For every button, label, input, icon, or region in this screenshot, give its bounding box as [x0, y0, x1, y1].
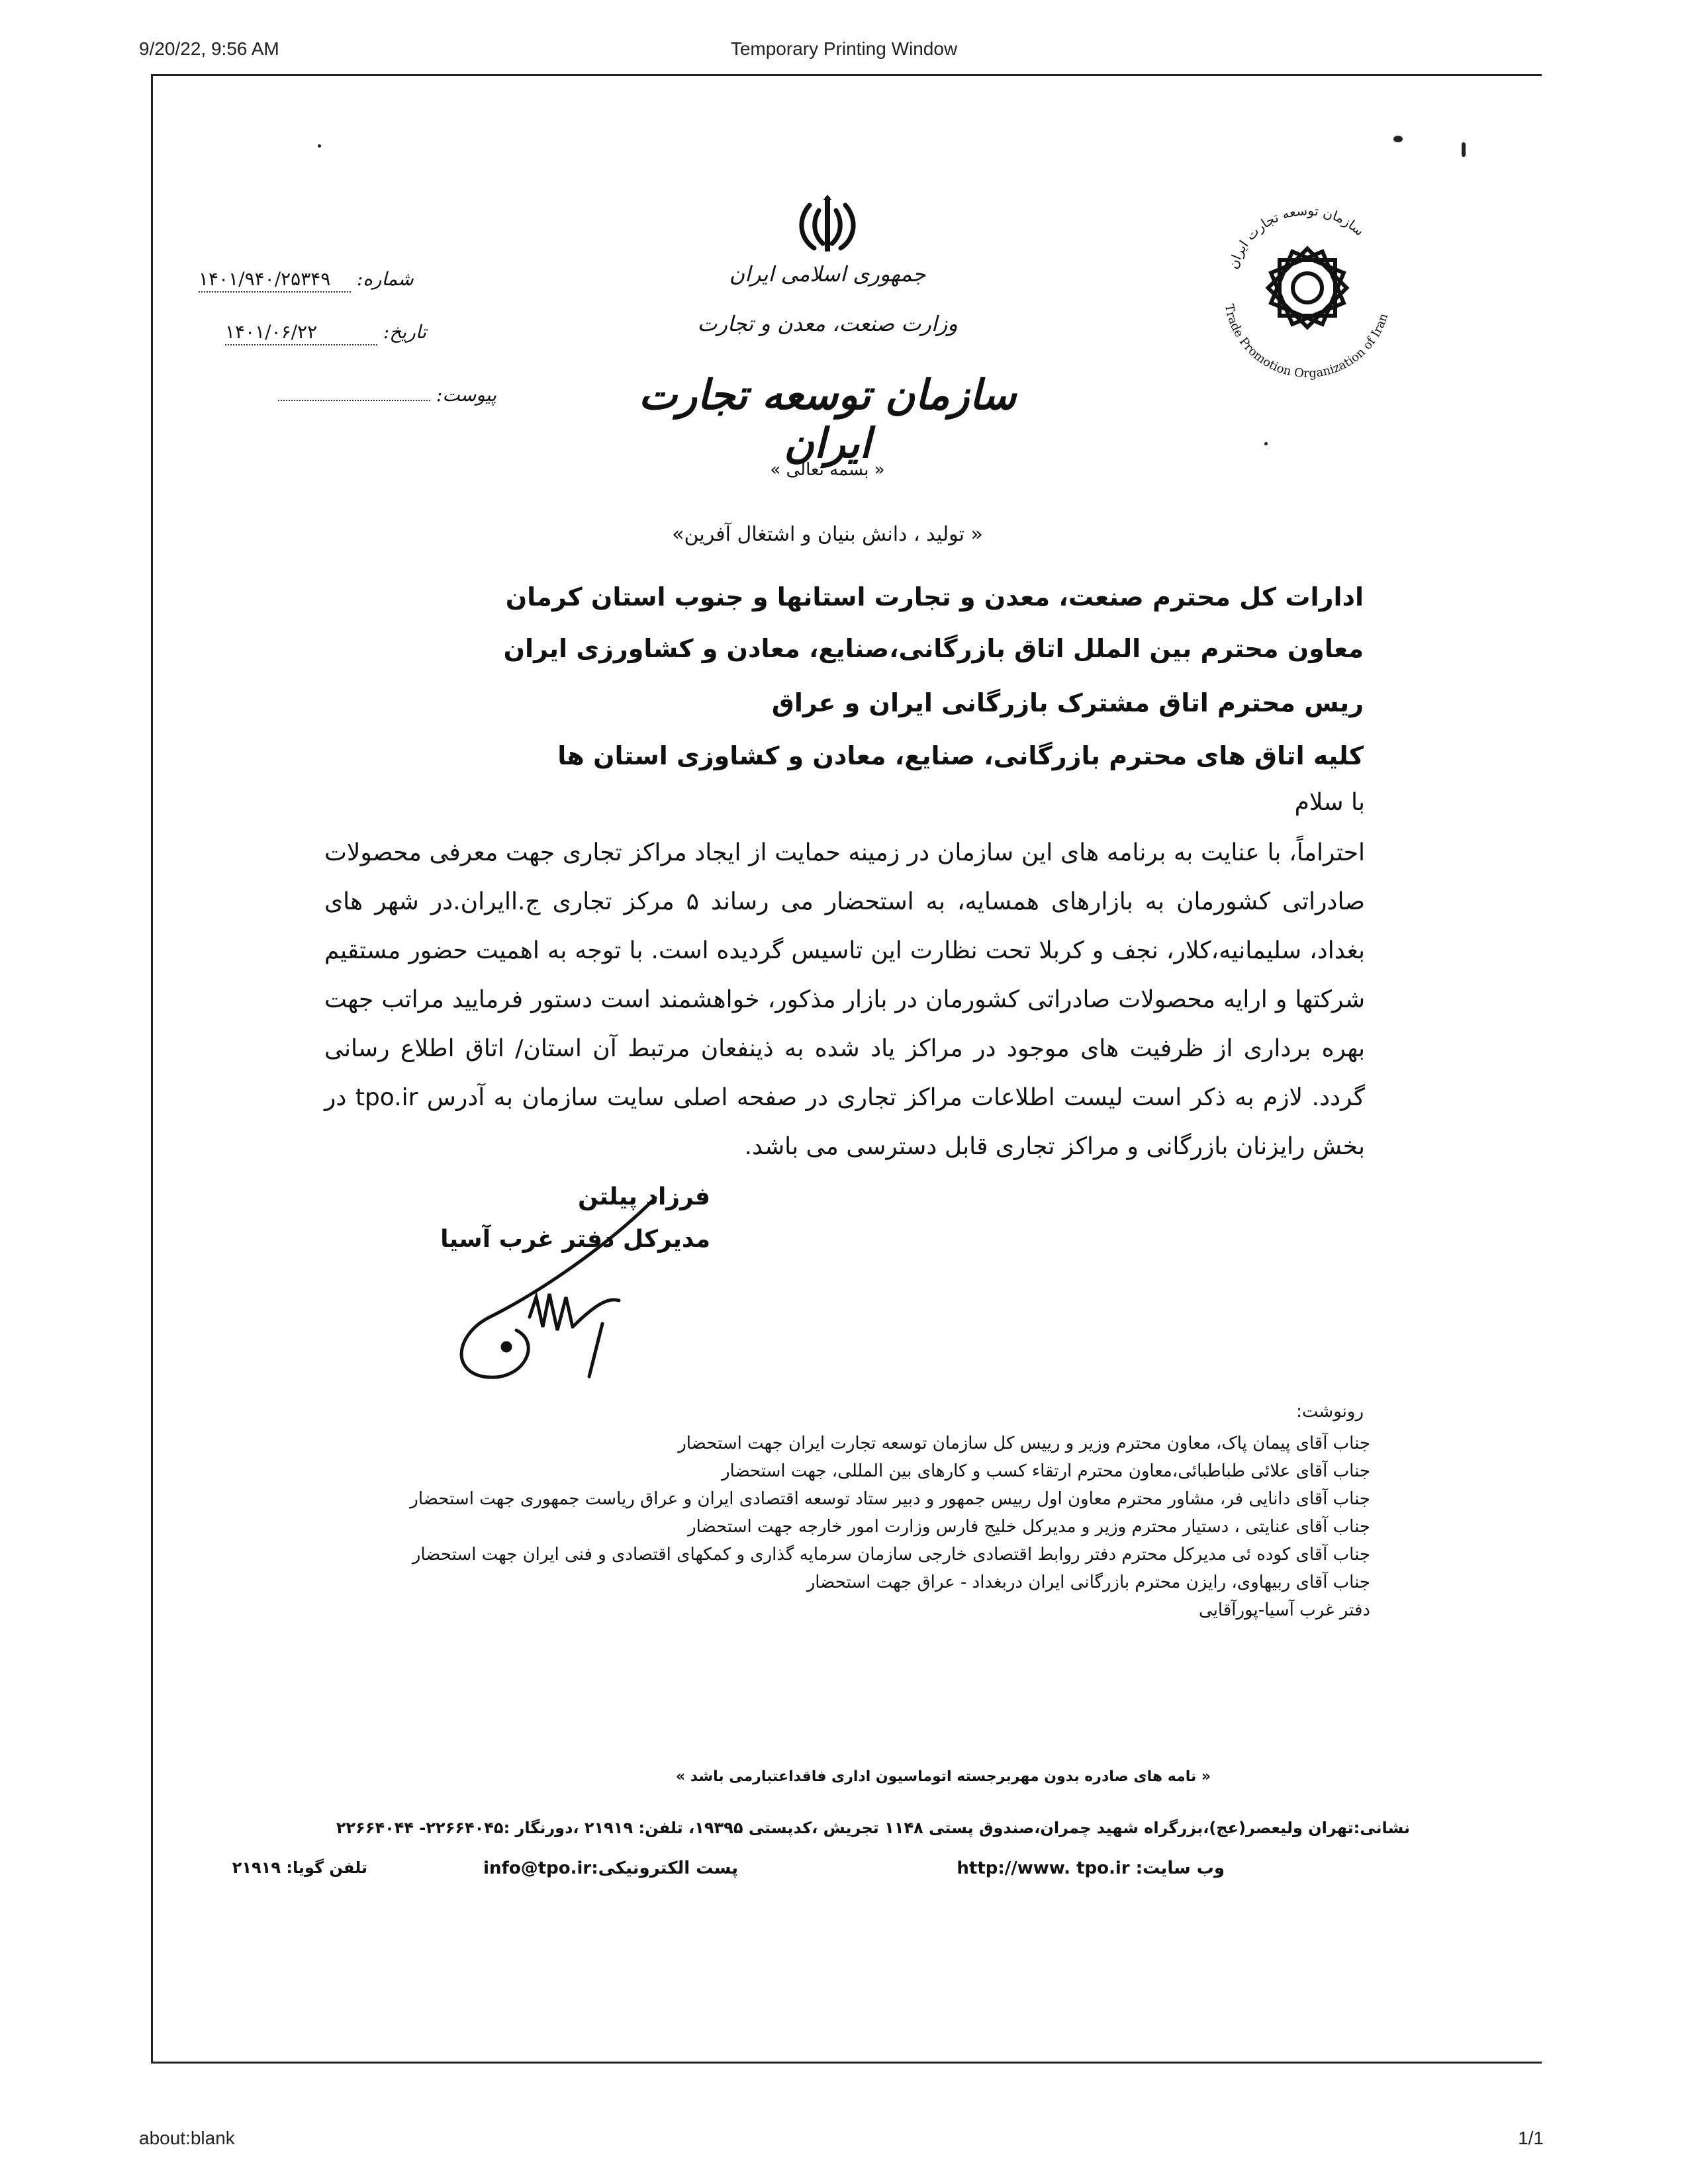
- tpo-logo-icon: [1198, 189, 1417, 381]
- recipient-line: ریس محترم اتاق مشترک بازرگانی ایران و عراق: [771, 688, 1364, 717]
- cc-item: جناب آقای دانایی فر، مشاور محترم معاون اول رییس جمهور و دبیر ستاد توسعه اقتصادی ایران و عراق ریاست جمهوری جهت استحضار: [410, 1489, 1370, 1509]
- cc-item: جناب آقای پیمان پاک، معاون محترم وزیر و رییس کل سازمان توسعه تجارت ایران جهت استحضار: [678, 1433, 1370, 1453]
- cc-item: جناب آقای کوده ئی مدیرکل محترم دفتر روابط اقتصادی خارجی سازمان سرمایه گذاری و کمکهای اقتصادی و فنی ایران جهت استحضار: [412, 1545, 1370, 1565]
- letter-date-value: ۱۴۰۱/۰۶/۲۲: [225, 321, 377, 345]
- handwritten-signature-icon: [444, 1185, 695, 1390]
- recipient-line: معاون محترم بین الملل اتاق بازرگانی،صنایع، معادن و کشاورزی ایران: [503, 634, 1364, 663]
- header-motto: « تولید ، دانش بنیان و اشتغال آفرین»: [672, 523, 983, 546]
- print-window-title: Temporary Printing Window: [730, 38, 958, 59]
- letter-number-label: شماره:: [356, 268, 414, 290]
- letter-attachment-label: پیوست:: [436, 384, 497, 406]
- letter-date-label: تاریخ:: [383, 321, 427, 343]
- header-organization: سازمان توسعه تجارت ایران: [638, 371, 1017, 467]
- cc-item: جناب آقای علائی طباطبائی،معاون محترم ارتقاء کسب و کارهای بین المللی، جهت استحضار: [721, 1461, 1370, 1481]
- letter-date-row: [225, 321, 426, 345]
- footer-fax: تلفن گویا: ۲۱۹۱۹: [232, 1858, 367, 1877]
- scan-speck: [1393, 136, 1403, 142]
- scan-speck: [1264, 442, 1268, 445]
- scan-speck: [318, 144, 321, 148]
- letter-attachment-value: [278, 398, 430, 401]
- greeting: با سلام: [1294, 789, 1365, 816]
- scan-speck: [1462, 142, 1466, 157]
- recipient-line: ادارات کل محترم صنعت، معدن و تجارت استانها و جنوب استان کرمان: [505, 582, 1364, 612]
- header-invocation: « بسمه تعالی »: [770, 460, 885, 480]
- recipient-line: کلیه اتاق های محترم بازرگانی، صنایع، معادن و کشاوزی استان ها: [557, 741, 1364, 770]
- cc-item: دفتر غرب آسیا-پورآقایی: [1198, 1600, 1370, 1620]
- cc-item: جناب آقای ربیهاوی، رایزن محترم بازرگانی ایران دربغداد - عراق جهت استحضار: [806, 1572, 1370, 1592]
- iran-emblem-icon: [791, 192, 864, 258]
- svg-text:Trade Promotion Organization o: Trade Promotion Organization of Iran: [1221, 302, 1391, 381]
- letter-attachment-row: [278, 384, 496, 406]
- footer-note: « نامه های صادره بدون مهربرجسته اتوماسیون اداری فاقداعتبارمی باشد »: [675, 1768, 1211, 1785]
- footer-email: پست الکترونیکی:info@tpo.ir: [483, 1858, 738, 1878]
- footer-website: وب سایت: http://www. tpo.ir: [957, 1858, 1225, 1878]
- header-republic: جمهوری اسلامی ایران: [729, 261, 926, 287]
- header-ministry: وزارت صنعت، معدن و تجارت: [697, 311, 958, 336]
- cc-list: [344, 1430, 1370, 1624]
- letter-body: احتراماً، با عنایت به برنامه های این سازمان در زمینه حمایت از ایجاد مراکز تجاری جهت معرفی محصولات صادراتی کشورمان به بازارهای همسایه، به استحضار می رساند ۵ مرکز تجاری ج.اایران.در شهر های بغداد، سلیمانیه،کلار، نجف و کربلا تحت نظارت این تاسیس گردیده است. با توجه به اهمیت حضور مستقیم شرکتها و ارایه محصولات صادراتی کشورمان در بازار مذکور، خواهشمند است دستور فرمایید مراتب جهت بهره برداری از ظرفیت های موجود در مراکز یاد شده به ذینفعان مرتبط آن استان/ اتاق اطلاع رسانی گردد. لازم به ذکر است لیست اطلاعات مراکز تجاری در صفحه اصلی سایت سازمان به آدرس tpo.ir در بخش رایزنان بازرگانی و مراکز تجاری قابل دسترسی می باشد.: [324, 839, 1366, 1160]
- cc-heading: رونوشت:: [1296, 1402, 1364, 1422]
- svg-text:سازمان توسعه تجارت ایران: سازمان توسعه تجارت ایران: [1225, 202, 1368, 271]
- signatory-name: فرزاد پیلتن: [577, 1183, 710, 1210]
- letter-number-row: [199, 268, 414, 293]
- print-url: about:blank: [139, 2128, 235, 2148]
- letter-number-value: ۱۴۰۱/۹۴۰/۲۵۳۴۹: [199, 268, 351, 293]
- footer-address: نشانی:تهران ولیعصر(عج)،بزرگراه شهید چمران،صندوق پستی ۱۱۴۸ تجریش ،کدپستی ۱۹۳۹۵، تلفن: ۲۱۹۱۹ ،دورنگار :۲۲۶۶۴۰۴۵- ۲۲۶۶۴۰۴۴: [336, 1819, 1410, 1837]
- cc-item: جناب آقای عنایتی ، دستیار محترم وزیر و مدیرکل خلیج فارس وزارت امور خارجه جهت استحضار: [688, 1517, 1370, 1537]
- signatory-title: مدیرکل دفتر غرب آسیا: [440, 1226, 710, 1253]
- print-datetime: 9/20/22, 9:56 AM: [139, 38, 279, 59]
- print-page-number: 1/1: [1518, 2128, 1544, 2148]
